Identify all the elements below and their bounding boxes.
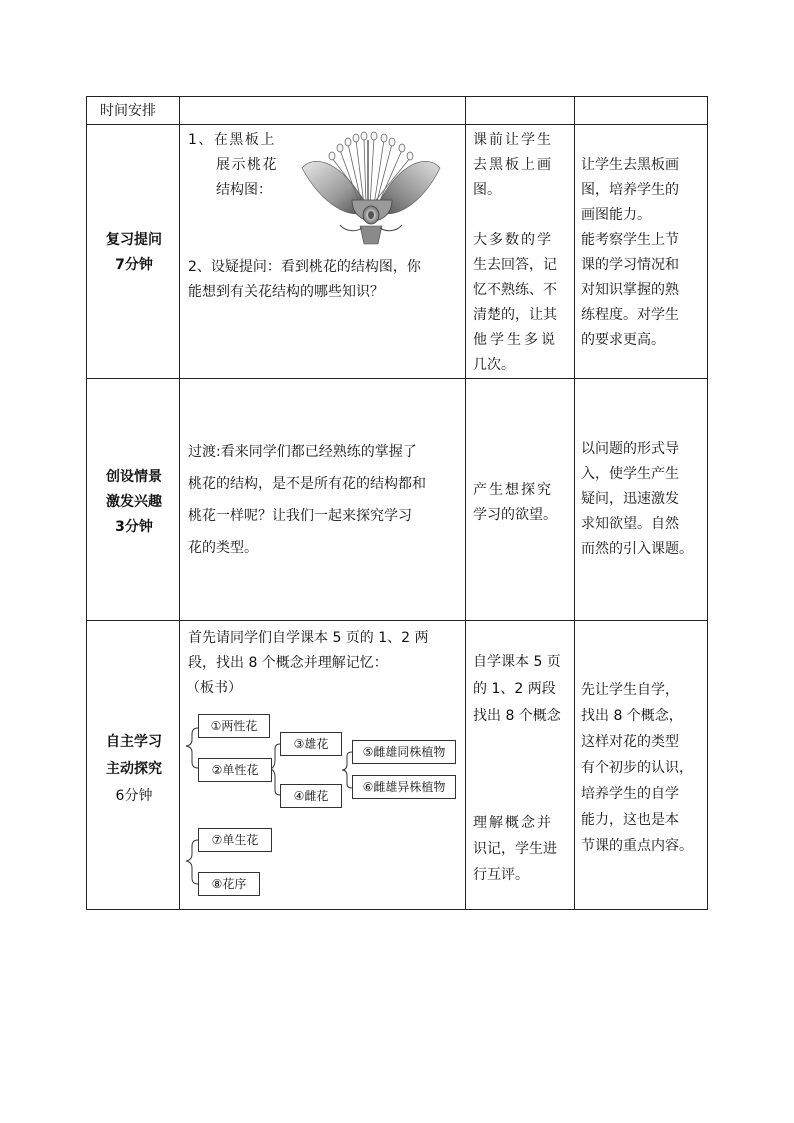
concept-box-female-flower: ④雌花 bbox=[280, 784, 342, 808]
row1-student-line: 生去回答，记 bbox=[473, 257, 557, 273]
row1-teacher-step2-line2: 能想到有关花结构的哪些知识？ bbox=[188, 284, 384, 300]
row2-intent-line: 求知欲望。自然 bbox=[581, 516, 679, 532]
row2-label-duration: 3分钟 bbox=[115, 519, 153, 535]
header-time-schedule: 时间安排 bbox=[100, 103, 156, 119]
row1-student-line: 大多数的学 bbox=[473, 232, 553, 248]
row2-student-line: 学习的欲望。 bbox=[473, 507, 557, 523]
row2-intent-line: 以问题的形式导 bbox=[581, 441, 679, 457]
row1-intent-line: 课的学习情况和 bbox=[581, 257, 679, 273]
table-column-divider bbox=[574, 96, 575, 910]
concept-box-male-flower: ③雄花 bbox=[280, 732, 342, 756]
row3-intent-line: 这样对花的类型 bbox=[581, 734, 679, 750]
concept-box-bisexual-flower: ①两性花 bbox=[198, 714, 270, 738]
row2-intent-line: 而然的引入课题。 bbox=[581, 541, 693, 557]
row1-student-line: 忆不熟练、不 bbox=[473, 282, 557, 298]
row2-teacher-line: 花的类型。 bbox=[188, 540, 258, 556]
concept-box-monoecious-plant: ⑤雌雄同株植物 bbox=[352, 740, 456, 764]
row1-teacher-step1-line2: 展示桃花 bbox=[216, 157, 278, 173]
row1-teacher-step1-line3: 结构图： bbox=[216, 182, 272, 198]
row3-teacher-line: （板书） bbox=[186, 680, 242, 696]
row1-student-line: 课前让学生 bbox=[473, 132, 553, 148]
row3-intent-line: 节课的重点内容。 bbox=[581, 838, 693, 854]
row3-teacher-line: 首先请同学们自学课本 5 页的 1、2 两 bbox=[188, 630, 429, 646]
row3-intent-line: 有个初步的认识， bbox=[581, 760, 693, 776]
row1-student-line: 几次。 bbox=[473, 357, 515, 373]
row1-intent-line: 让学生去黑板画 bbox=[581, 157, 679, 173]
row1-intent-line: 练程度。对学生 bbox=[581, 307, 679, 323]
row3-teacher-line: 段，找出 8 个概念并理解记忆： bbox=[188, 655, 388, 671]
concept-box-solitary-flower: ⑦单生花 bbox=[198, 828, 272, 852]
row2-label-title-line2: 激发兴趣 bbox=[106, 494, 162, 510]
row1-teacher-step2-line1: 2、设疑提问：看到桃花的结构图，你 bbox=[188, 259, 421, 275]
row3-label-duration: 6分钟 bbox=[115, 788, 153, 804]
row3-student-line: 行互评。 bbox=[473, 867, 529, 883]
row3-student-line: 的 1、2 两段 bbox=[473, 681, 556, 697]
row3-student-line: 自学课本 5 页 bbox=[473, 654, 561, 670]
table-column-divider bbox=[465, 96, 466, 910]
row1-label-duration: 7分钟 bbox=[115, 257, 153, 273]
row3-intent-line: 培养学生的自学 bbox=[581, 786, 679, 802]
row1-teacher-step1-line1: 1、在黑板上 bbox=[188, 132, 276, 148]
row2-teacher-line: 桃花的结构，是不是所有花的结构都和 bbox=[188, 476, 426, 492]
row2-teacher-line: 过渡:看来同学们都已经熟练的掌握了 bbox=[188, 444, 417, 460]
row3-label-title-line1: 自主学习 bbox=[106, 734, 162, 750]
row1-intent-line: 画图能力。 bbox=[581, 207, 651, 223]
table-border-left bbox=[86, 96, 87, 910]
row2-intent-line: 入，使学生产生 bbox=[581, 466, 679, 482]
row1-student-line: 图。 bbox=[473, 182, 501, 198]
row3-student-line: 理解概念并 bbox=[473, 815, 553, 831]
row3-intent-line: 能力，这也是本 bbox=[581, 812, 679, 828]
row2-label-title-line1: 创设情景 bbox=[106, 469, 162, 485]
row1-intent-line: 图，培养学生的 bbox=[581, 182, 679, 198]
concept-box-inflorescence: ⑧花序 bbox=[198, 872, 260, 896]
concept-box-dioecious-plant: ⑥雌雄异株植物 bbox=[352, 775, 456, 799]
row3-intent-line: 找出 8 个概念， bbox=[581, 708, 683, 724]
row1-intent-line: 的要求更高。 bbox=[581, 332, 665, 348]
row3-label-title-line2: 主动探究 bbox=[106, 761, 162, 777]
table-border-right bbox=[707, 96, 708, 910]
row1-intent-line: 能考察学生上节 bbox=[581, 232, 679, 248]
row1-student-line: 他学生多说 bbox=[473, 332, 558, 348]
row2-teacher-line: 桃花一样呢？让我们一起来探究学习 bbox=[188, 508, 412, 524]
row3-intent-line: 先让学生自学， bbox=[581, 682, 679, 698]
concept-box-unisexual-flower: ②单性花 bbox=[198, 758, 272, 782]
row1-label-title: 复习提问 bbox=[106, 232, 162, 248]
row2-intent-line: 疑问，迅速激发 bbox=[581, 491, 679, 507]
row3-student-line: 找出 8 个概念 bbox=[473, 708, 561, 724]
row1-intent-line: 对知识掌握的熟 bbox=[581, 282, 679, 298]
row1-student-line: 去黑板上画 bbox=[473, 157, 553, 173]
row1-student-line: 清楚的，让其 bbox=[473, 307, 557, 323]
row2-student-line: 产生想探究 bbox=[473, 482, 553, 498]
row3-student-line: 识记，学生进 bbox=[473, 841, 557, 857]
